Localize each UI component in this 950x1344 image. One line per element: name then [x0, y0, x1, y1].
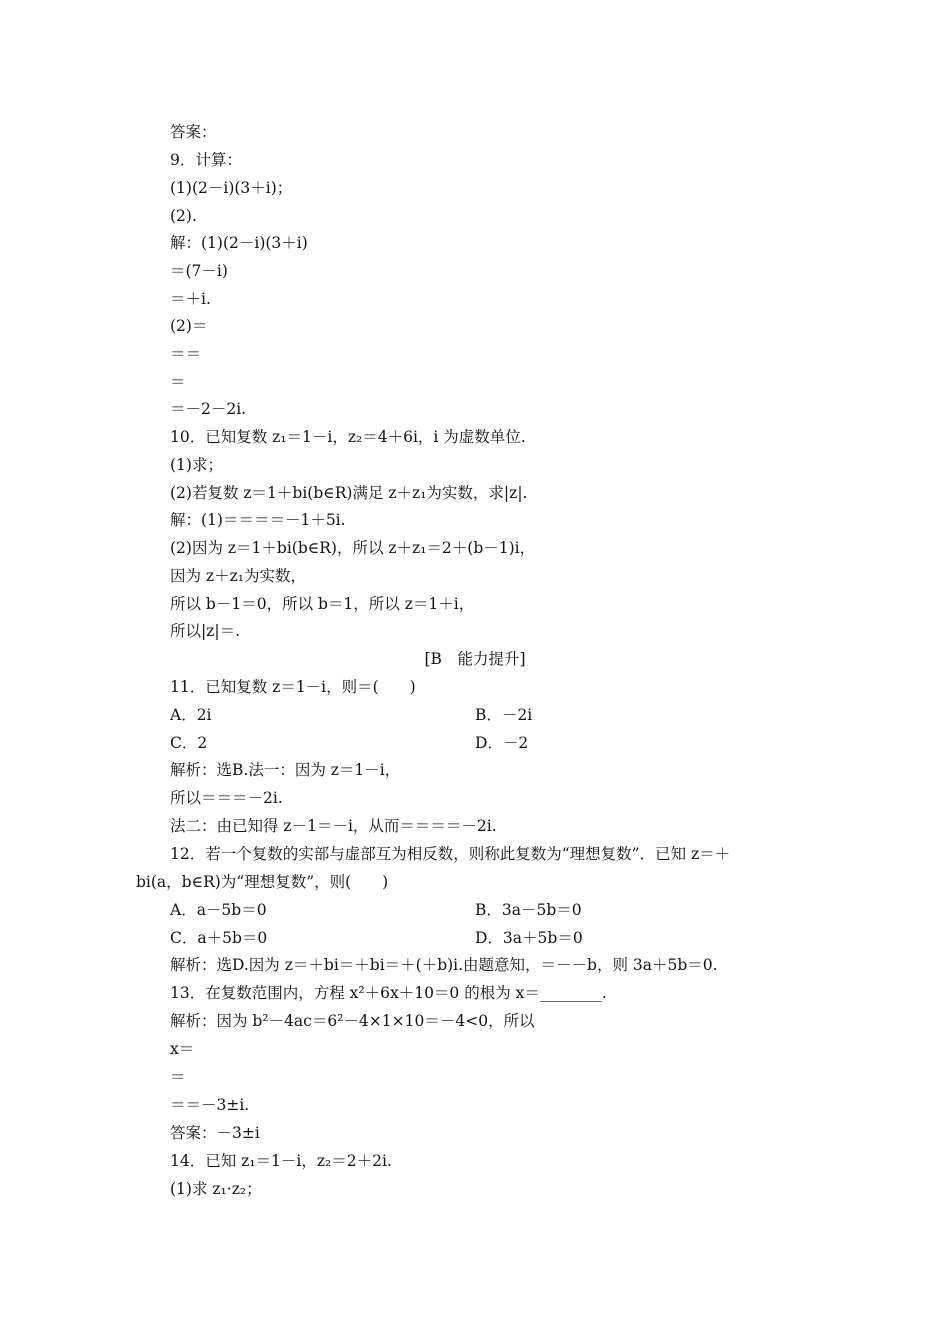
- q11-step: 所以＝＝＝－2i.: [170, 789, 283, 807]
- q11-option-d: D．－2: [475, 734, 529, 752]
- section-title: [B 能力提升]: [424, 650, 526, 668]
- q10-part2: (2)若复数 z＝1＋bi(b∈R)满足 z＋z₁为实数，求|z|.: [170, 484, 528, 502]
- q13-title: 13．在复数范围内，方程 x²＋6x＋10＝0 的根为 x＝________.: [170, 984, 607, 1002]
- answer-label: 答案：: [170, 123, 217, 141]
- q14-part1: (1)求 z₁·z₂；: [170, 1180, 262, 1198]
- q10-title: 10．已知复数 z₁＝1－i，z₂＝4＋6i，i 为虚数单位.: [170, 428, 526, 446]
- q9-step: (2)＝: [170, 317, 208, 335]
- q9-step: ＝－2－2i.: [170, 400, 247, 418]
- q9-step: ＝: [170, 373, 186, 391]
- q10-step: 因为 z＋z₁为实数，: [170, 567, 306, 585]
- q9-part2: (2).: [170, 207, 197, 225]
- q11-analysis: 解析：选B.法一：因为 z＝1－i，: [170, 761, 401, 779]
- q9-title: 9．计算：: [170, 151, 242, 169]
- q14-title: 14．已知 z₁＝1－i，z₂＝2＋2i.: [170, 1152, 392, 1170]
- q10-solution: 解：(1)＝＝＝＝－1＋5i.: [170, 511, 346, 529]
- q12-option-d: D．3a＋5b＝0: [475, 929, 583, 947]
- q10-step: 所以|z|＝.: [170, 622, 241, 640]
- q13-analysis: 解析：因为 b²－4ac＝6²－4×1×10＝－4<0，所以: [170, 1012, 535, 1030]
- q9-step: ＝＝: [170, 345, 202, 363]
- q11-option-a: A．2i: [170, 706, 212, 724]
- q11-title: 11．已知复数 z＝1－i，则＝( ): [170, 678, 416, 696]
- q9-solution: 解：(1)(2－i)(3＋i): [170, 234, 308, 252]
- q11-option-c: C．2: [170, 734, 208, 752]
- q12-option-a: A．a－5b＝0: [170, 901, 267, 919]
- q11-option-b: B．－2i: [475, 706, 533, 724]
- q13-step: ＝＝－3±i.: [170, 1096, 250, 1114]
- q9-step: ＝(7－i): [170, 262, 228, 280]
- q9-step: ＝＋i.: [170, 290, 211, 308]
- q12-analysis: 解析：选D.因为 z＝＋bi＝＋bi＝＋(＋b)i.由题意知，＝－－b，则 3a＋5b＝0.: [170, 956, 718, 974]
- q12-title-cont: bi(a，b∈R)为“理想复数”，则( ): [136, 873, 389, 891]
- q10-part1: (1)求；: [170, 456, 223, 474]
- q11-method2: 法二：由已知得 z－1＝－i，从而＝＝＝＝－2i.: [170, 817, 497, 835]
- q13-step: x＝: [170, 1040, 195, 1058]
- q13-answer: 答案：－3±i: [170, 1124, 260, 1142]
- q12-title: 12．若一个复数的实部与虚部互为相反数，则称此复数为“理想复数”．已知 z＝＋: [170, 845, 731, 863]
- q12-option-b: B．3a－5b＝0: [475, 901, 582, 919]
- q12-option-c: C．a＋5b＝0: [170, 929, 268, 947]
- q10-step: 所以 b－1＝0，所以 b＝1，所以 z＝1＋i，: [170, 595, 475, 613]
- q9-part1: (1)(2－i)(3＋i)；: [170, 179, 293, 197]
- q10-step: (2)因为 z＝1＋bi(b∈R)，所以 z＋z₁＝2＋(b－1)i，: [170, 539, 536, 557]
- q13-step: ＝: [170, 1068, 186, 1086]
